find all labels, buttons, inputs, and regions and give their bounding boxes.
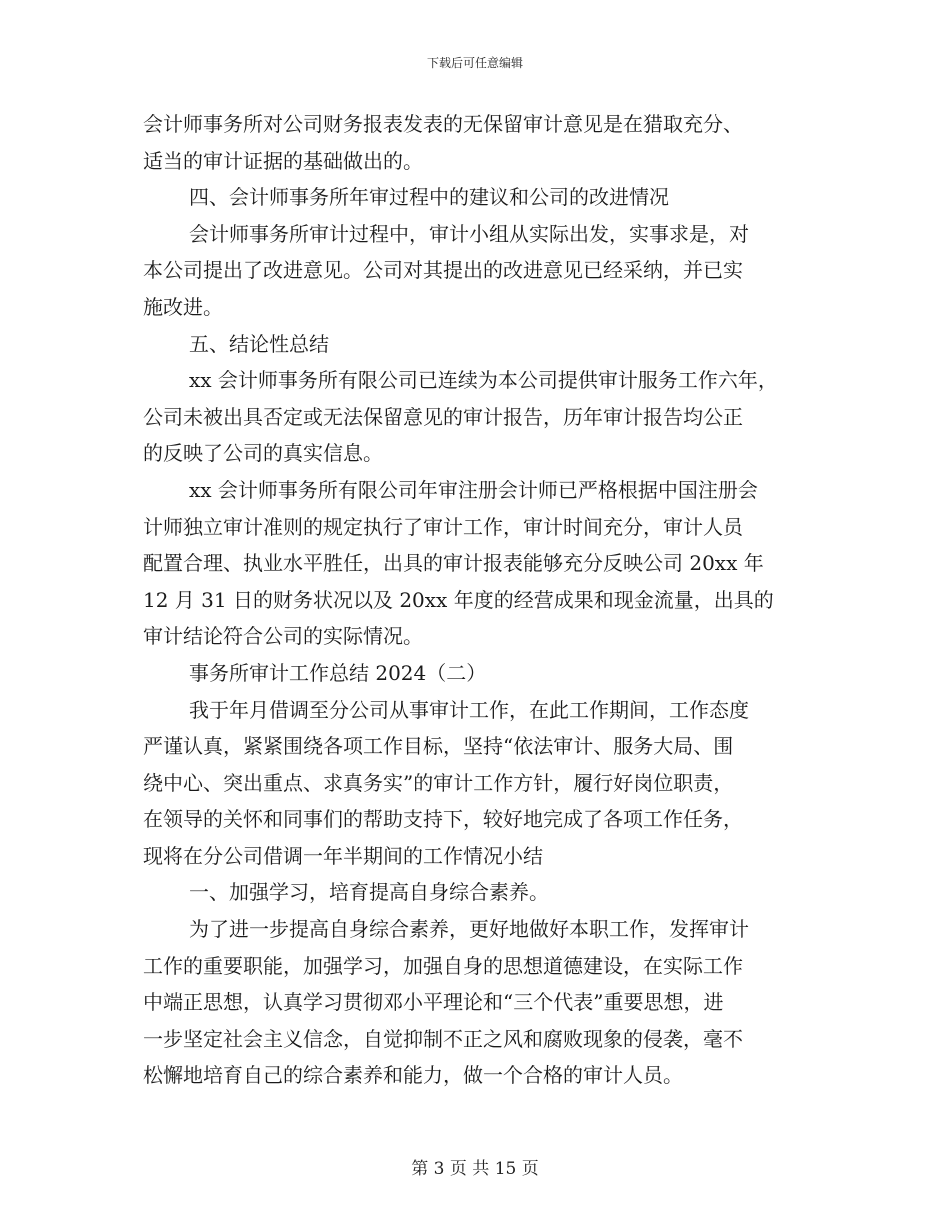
- text-line: 现将在分公司借调一年半期间的工作情况小结: [143, 843, 543, 868]
- text-line: 一步坚定社会主义信念，自觉抑制不正之风和腐败现象的侵袭，毫不: [143, 1026, 743, 1051]
- text-line: 严谨认真，紧紧围绕各项工作目标，坚持“依法审计、服务大局、围: [143, 734, 734, 759]
- text-line: 本公司提出了改进意见。公司对其提出的改进意见已经采纳，并已实: [143, 258, 743, 283]
- text-line: 五、结论性总结: [189, 331, 329, 356]
- text-line: xx 会计师事务所有限公司已连续为本公司提供审计服务工作六年，: [189, 368, 778, 393]
- text-line: 审计结论符合公司的实际情况。: [143, 624, 423, 649]
- text-line: 施改进。: [143, 294, 223, 319]
- text-line: 四、会计师事务所年审过程中的建议和公司的改进情况: [189, 185, 669, 210]
- text-line: 绕中心、突出重点、求真务实”的审计工作方针，履行好岗位职责，: [143, 770, 734, 795]
- text-line: 会计师事务所对公司财务报表发表的无保留审计意见是在猎取充分、: [143, 112, 743, 136]
- text-line: 配置合理、执业水平胜任，出具的审计报表能够充分反映公司 20xx 年: [143, 551, 764, 576]
- text-line: 我于年月借调至分公司从事审计工作，在此工作期间，工作态度: [189, 697, 749, 722]
- text-line: 工作的重要职能，加强学习，加强自身的思想道德建设，在实际工作: [143, 953, 743, 978]
- text-line: 适当的审计证据的基础做出的。: [143, 148, 423, 173]
- text-line: 在领导的关怀和同事们的帮助支持下，较好地完成了各项工作任务，: [143, 807, 743, 832]
- text-line: 公司未被出具否定或无法保留意见的审计报告，历年审计报告均公正: [143, 404, 743, 429]
- text-line: 事务所审计工作总结 2024（二）: [189, 660, 487, 685]
- text-line: 计师独立审计准则的规定执行了审计工作，审计时间充分，审计人员: [143, 514, 743, 539]
- page-footer: 第 3 页 共 15 页: [411, 1159, 539, 1179]
- text-line: 的反映了公司的真实信息。: [143, 441, 383, 466]
- text-line: 中端正思想，认真学习贯彻邓小平理论和“三个代表”重要思想，进: [143, 990, 724, 1015]
- document-body: [143, 106, 813, 1094]
- text-line: xx 会计师事务所有限公司年审注册会计师已严格根据中国注册会: [189, 477, 758, 502]
- text-line: 一、加强学习，培育提高自身综合素养。: [189, 880, 549, 905]
- page-header: 下载后可任意编辑: [426, 56, 523, 70]
- text-line: 松懈地培育自己的综合素养和能力，做一个合格的审计人员。: [143, 1063, 683, 1088]
- text-line: 为了进一步提高自身综合素养，更好地做好本职工作，发挥审计: [189, 917, 749, 942]
- text-line: 12 月 31 日的财务状况以及 20xx 年度的经营成果和现金流量，出具的: [143, 587, 774, 612]
- text-line: 会计师事务所审计过程中，审计小组从实际出发，实事求是，对: [189, 221, 749, 246]
